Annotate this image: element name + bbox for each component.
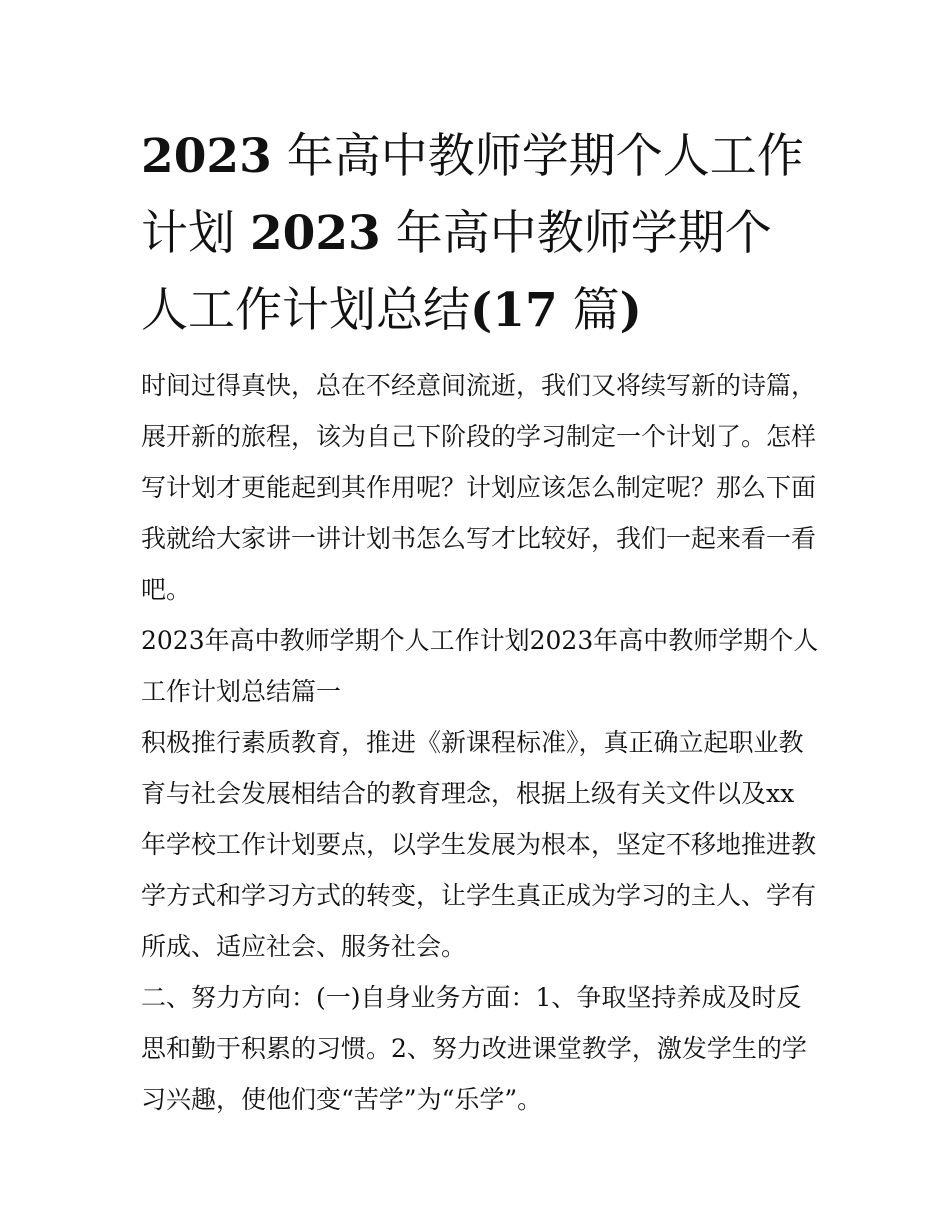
paragraph-line: 年学校工作计划要点，以学生发展为根本，坚定不移地推进教 bbox=[141, 830, 817, 859]
paragraph-line: 写计划才更能起到其作用呢？计划应该怎么制定呢？那么下面 bbox=[141, 473, 817, 502]
paragraph-line: 积极推行素质教育，推进《新课程标准》，真正确立起职业教 bbox=[141, 728, 804, 757]
paragraph-line: 思和勤于积累的习惯。2、努力改进课堂教学，激发学生的学 bbox=[141, 1034, 807, 1063]
title-line-1: 2023 年高中教师学期个人工作 bbox=[141, 129, 804, 184]
paragraph-line: 展开新的旅程，该为自己下阶段的学习制定一个计划了。怎样 bbox=[141, 422, 817, 451]
title-line-2: 计划 2023 年高中教师学期个 bbox=[141, 206, 772, 261]
paragraph-line: 二、努力方向：(一)自身业务方面：1、争取坚持养成及时反 bbox=[141, 983, 802, 1012]
paragraph-line: 学方式和学习方式的转变，让学生真正成为学习的主人、学有 bbox=[141, 881, 817, 910]
paragraph-line: 工作计划总结篇一 bbox=[141, 677, 342, 706]
paragraph-line: 习兴趣，使他们变“苦学”为“乐学”。 bbox=[141, 1085, 543, 1114]
document-body bbox=[141, 118, 819, 1125]
paragraph-intro bbox=[141, 360, 816, 615]
paragraph-line: 所成、适应社会、服务社会。 bbox=[141, 932, 467, 961]
paragraph-body-1 bbox=[141, 717, 816, 972]
paragraph-line: 我就给大家讲一讲计划书怎么写才比较好，我们一起来看一看 bbox=[141, 524, 817, 553]
section-heading bbox=[141, 615, 819, 717]
paragraph-line: 2023年高中教师学期个人工作计划2023年高中教师学期个人 bbox=[141, 626, 819, 655]
title-line-3: 人工作计划总结(17 篇) bbox=[141, 283, 642, 338]
paragraph-body-2 bbox=[141, 972, 816, 1125]
paragraph-line: 时间过得真快，总在不经意间流逝，我们又将续写新的诗篇， bbox=[141, 371, 817, 400]
paragraph-line: 育与社会发展相结合的教育理念，根据上级有关文件以及xx bbox=[141, 779, 795, 808]
document-title bbox=[141, 118, 816, 349]
paragraph-line: 吧。 bbox=[141, 575, 192, 604]
